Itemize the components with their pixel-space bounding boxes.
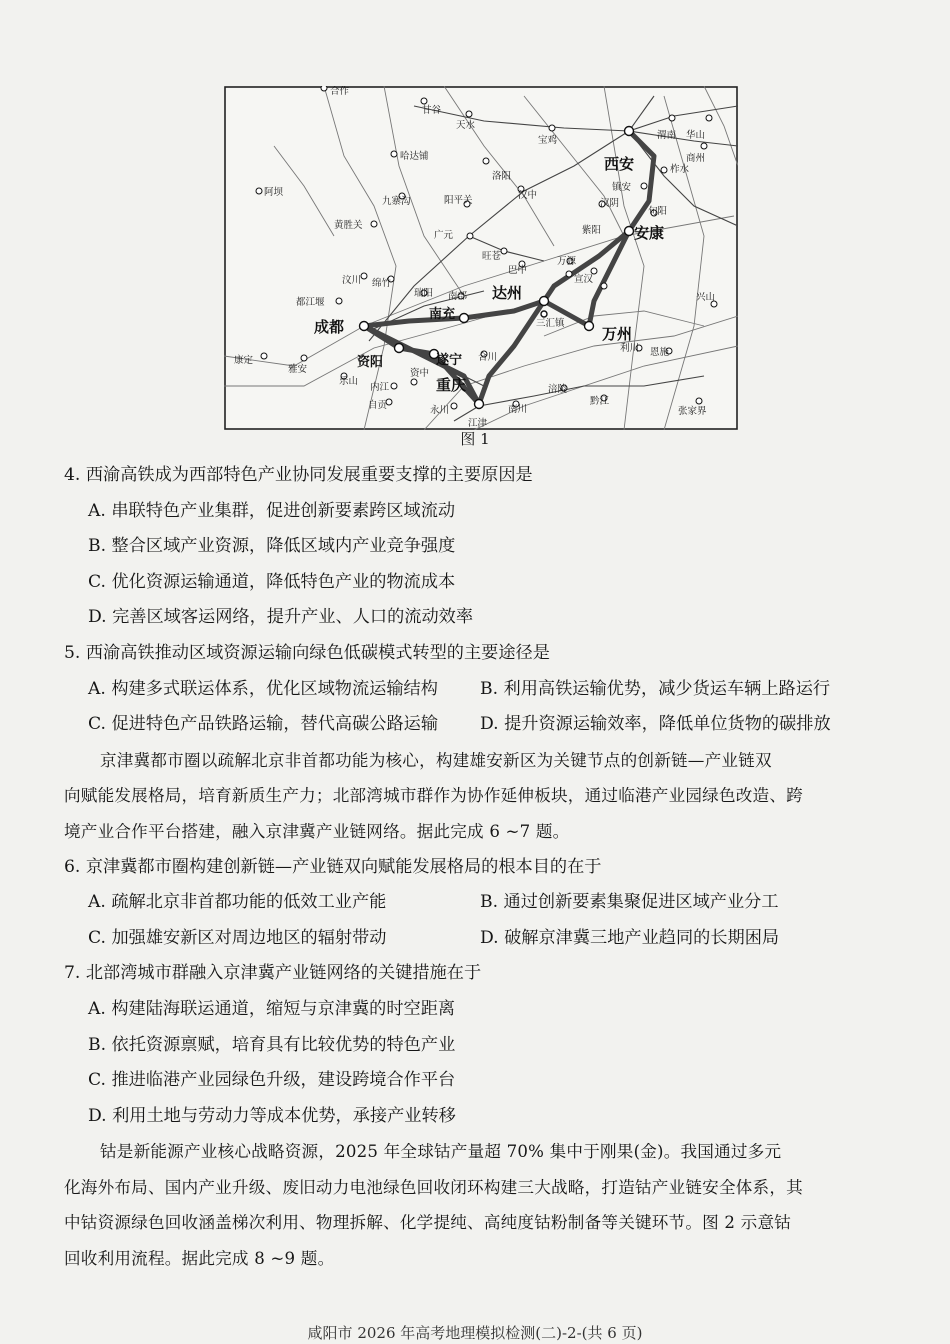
- figure1-caption: 图 1: [460, 430, 490, 448]
- q5-option-b: B. 利用高铁运输优势，减少货运车辆上路运行: [480, 678, 831, 699]
- q4-option-b: B. 整合区域产业资源，降低区域内产业竞争强度: [88, 536, 456, 557]
- q6-option-c: C. 加强雄安新区对周边地区的辐射带动: [88, 927, 387, 948]
- q5-option-c: C. 促进特色产品铁路运输，替代高碳公路运输: [88, 714, 439, 735]
- map-label: 三汇镇: [536, 318, 565, 329]
- map-label: 旺苍: [482, 251, 502, 262]
- map-label: 阿坝: [264, 187, 284, 198]
- map-label: 内江: [370, 382, 390, 393]
- figure1-map: [224, 86, 738, 430]
- map-label: 都江堰: [296, 297, 325, 308]
- map-label-ankang: 安康: [634, 224, 665, 242]
- q6-options-row1: [64, 885, 894, 921]
- passage2-line3: 中钴资源绿色回收涵盖梯次利用、物理拆解、化学提纯、高纯度钴粉制备等关键环节。图 2 示意钴: [64, 1213, 792, 1233]
- map-label: 资中: [410, 368, 430, 379]
- map-label: 自贡: [368, 400, 388, 411]
- map-label: 张家界: [678, 406, 707, 417]
- q5-option-a: A. 构建多式联运体系，优化区域物流运输结构: [88, 678, 438, 699]
- q4-stem: 4. 西渝高铁成为西部特色产业协同发展重要支撑的主要原因是: [64, 465, 533, 485]
- map-label: 巴中: [508, 265, 528, 276]
- map-label: 南川: [508, 404, 528, 415]
- map-label-nanchong: 南充: [429, 307, 456, 322]
- map-label: 紫阳: [582, 225, 602, 236]
- page-footer: 咸阳市 2026 年高考地理模拟检测(二)-2-(共 6 页): [307, 1324, 643, 1342]
- map-label: 兴山: [696, 292, 716, 303]
- map-label: 洛阳: [492, 171, 512, 182]
- map-label: 恩施: [650, 347, 670, 358]
- map-label: 广元: [434, 230, 454, 241]
- map-label: 江津: [468, 418, 488, 429]
- passage1-line1: 京津冀都市圈以疏解北京非首都功能为核心，构建雄安新区为关键节点的创新链—产业链双: [100, 750, 772, 770]
- q7-option-c: C. 推进临港产业园绿色升级，建设跨境合作平台: [88, 1070, 456, 1091]
- map-label-chongqing: 重庆: [436, 376, 467, 394]
- map-label: 宝鸡: [538, 135, 558, 146]
- map-label: 九寨沟: [382, 196, 411, 207]
- map-label: 黄胜关: [334, 220, 363, 231]
- q6-option-d: D. 破解京津冀三地产业趋同的长期困局: [480, 927, 780, 948]
- map-label: 黔江: [590, 396, 610, 407]
- railway-map: [224, 86, 738, 430]
- map-label: 绵竹: [372, 278, 392, 289]
- map-label: 利川: [620, 343, 640, 354]
- passage1-line2: 向赋能发展格局，培育新质生产力；北部湾城市群作为协作延伸板块，通过临港产业园绿色改造、跨: [64, 786, 803, 806]
- q6-option-b: B. 通过创新要素集聚促进区域产业分工: [480, 892, 779, 913]
- map-label: 万源: [557, 256, 577, 267]
- question-content: [64, 458, 894, 1277]
- passage2-line1: 钴是新能源产业核心战略资源，2025 年全球钴产量超 70% 集中于刚果(金)。我国通过多元: [100, 1142, 782, 1162]
- q7-option-d: D. 利用土地与劳动力等成本优势，承接产业转移: [88, 1105, 456, 1126]
- q4-option-a: A. 串联特色产业集群，促进创新要素跨区域流动: [88, 500, 456, 521]
- map-label-suining: 遂宁: [436, 353, 463, 368]
- map-label: 康定: [234, 355, 254, 366]
- map-label: 涪陵: [548, 384, 568, 395]
- q4-option-c: C. 优化资源运输通道，降低特色产业的物流成本: [88, 571, 456, 592]
- map-label: 渭南: [657, 130, 677, 141]
- map-label: 柞水: [670, 164, 690, 175]
- map-label: 南部: [448, 291, 468, 302]
- map-label-xian: 西安: [604, 155, 635, 173]
- map-label-dazhou: 达州: [492, 284, 523, 302]
- map-label: 汉阴: [600, 198, 620, 209]
- q4-option-d: D. 完善区域客运网络，提升产业、人口的流动效率: [88, 607, 474, 628]
- q7-option-a: A. 构建陆海联运通道，缩短与京津冀的时空距离: [88, 998, 456, 1019]
- q5-options-row1: [64, 672, 894, 708]
- map-label-chengdu: 成都: [314, 318, 345, 336]
- map-label: 汉中: [518, 190, 538, 201]
- map-label: 永川: [430, 405, 450, 416]
- q5-option-d: D. 提升资源运输效率，降低单位货物的碳排放: [480, 714, 831, 735]
- map-label: 天水: [456, 120, 476, 131]
- passage1-line3: 境产业合作平台搭建，融入京津冀产业链网络。据此完成 6 ~7 题。: [64, 821, 570, 841]
- q5-options-row2: [64, 707, 894, 743]
- q6-option-a: A. 疏解北京非首都功能的低效工业产能: [88, 892, 387, 913]
- passage2-line4: 回收利用流程。据此完成 8 ~9 题。: [64, 1249, 335, 1269]
- map-label: 合作: [330, 86, 350, 97]
- q6-options-row2: [64, 921, 894, 957]
- q6-stem: 6. 京津冀都市圈构建创新链—产业链双向赋能发展格局的根本目的在于: [64, 856, 602, 877]
- q7-stem: 7. 北部湾城市群融入京津冀产业链网络的关键措施在于: [64, 963, 482, 984]
- passage2-line2: 化海外布局、国内产业升级、废旧动力电池绿色回收闭环构建三大战略，打造钴产业链安全体系，其: [64, 1177, 803, 1197]
- map-label: 商州: [686, 153, 706, 164]
- map-label: 旬阳: [648, 206, 668, 217]
- map-label: 华山: [686, 130, 706, 141]
- map-label: 宣汉: [574, 274, 594, 285]
- map-label: 合川: [478, 352, 498, 363]
- map-label-wanzhou: 万州: [602, 325, 633, 343]
- q7-option-b: B. 依托资源禀赋，培育具有比较优势的特色产业: [88, 1034, 456, 1055]
- map-label: 甘谷: [422, 105, 442, 116]
- map-label: 汶川: [342, 275, 362, 286]
- q5-stem: 5. 西渝高铁推动区域资源运输向绿色低碳模式转型的主要途径是: [64, 642, 550, 663]
- map-label: 雅安: [288, 364, 308, 375]
- map-label-ziyang: 资阳: [357, 355, 384, 370]
- map-label: 乐山: [339, 376, 359, 387]
- map-label: 阳平关: [444, 195, 473, 206]
- map-label: 哈达铺: [400, 151, 429, 162]
- map-label: 镇安: [612, 182, 632, 193]
- map-label: 瑞阳: [414, 288, 434, 299]
